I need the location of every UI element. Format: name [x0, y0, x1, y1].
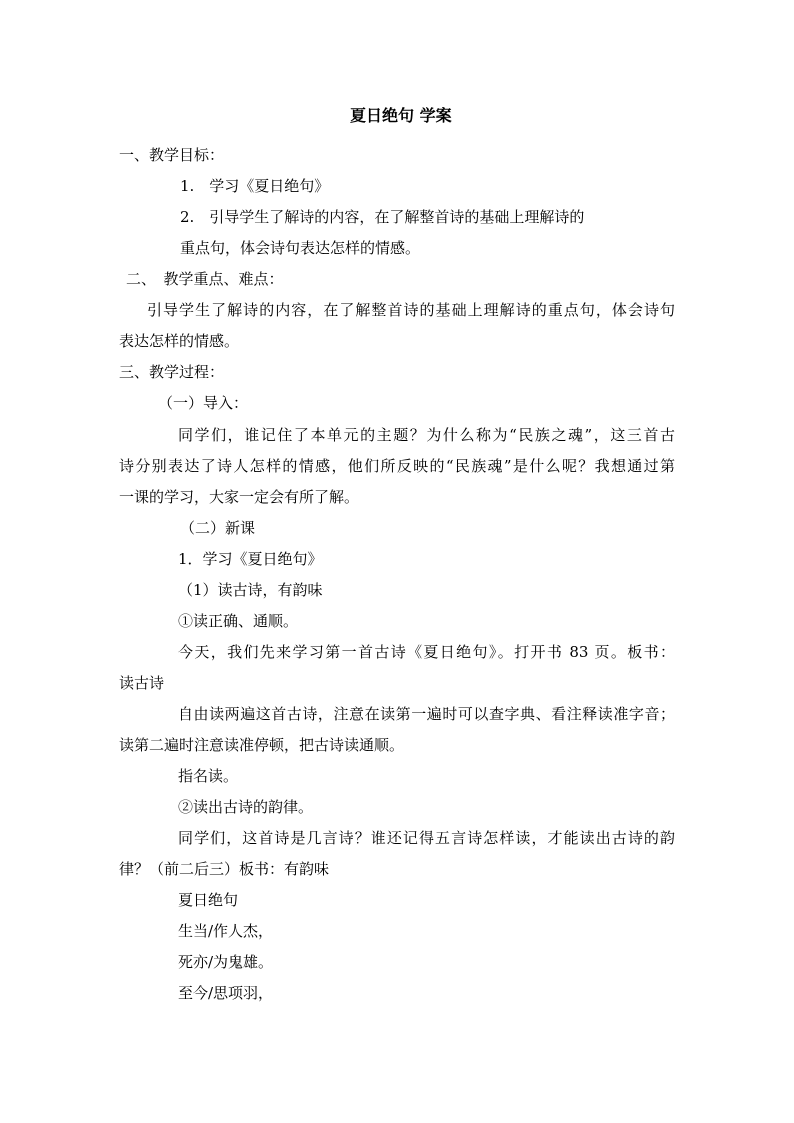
lesson-1-heading: 1．学习《夏日绝句》 [178, 550, 323, 568]
rhythm-paragraph-line-1: 同学们，这首诗是几言诗？谁还记得五言诗怎样读，才能读出古诗的韵 [178, 829, 675, 847]
section-2-heading: 二、 教学重点、难点： [126, 270, 284, 288]
free-reading-line-2: 读第二遍时注意读准停顿，把古诗读通顺。 [119, 736, 405, 754]
poem-line-1: 生当/作人杰， [178, 922, 274, 940]
intro-paragraph-line-2: 诗分别表达了诗人怎样的情感，他们所反映的“民族魂”是什么呢？我想通过第 [119, 457, 675, 475]
objective-item-2-continued: 重点句，体会诗句表达怎样的情感。 [180, 239, 421, 257]
section-2-paragraph-end: 表达怎样的情感。 [119, 332, 240, 350]
circled-point-2: ②读出古诗的韵律。 [178, 798, 314, 816]
objective-item-1: 1. 学习《夏日绝句》 [180, 177, 330, 195]
objective-item-2: 2. 引导学生了解诗的内容，在了解整首诗的基础上理解诗的 [180, 208, 585, 226]
intro-paragraph-line-3: 一课的学习，大家一定会有所了解。 [119, 488, 360, 506]
section-3-heading: 三、教学过程： [119, 363, 225, 381]
poem-title: 夏日绝句 [178, 891, 239, 909]
today-paragraph-line-2: 读古诗 [119, 674, 165, 692]
step-1-heading: （1）读古诗，有韵味 [178, 581, 323, 599]
intro-paragraph-line-1: 同学们，谁记住了本单元的主题？为什么称为“民族之魂”，这三首古 [178, 426, 675, 444]
free-reading-line-1: 自由读两遍这首古诗，注意在读第一遍时可以查字典、看注释读准字音； [178, 705, 675, 723]
subsection-1-heading: （一）导入： [158, 394, 249, 412]
section-1-heading: 一、教学目标： [119, 146, 225, 164]
document-title: 夏日绝句 学案 [350, 106, 452, 125]
section-2-paragraph: 引导学生了解诗的内容，在了解整首诗的基础上理解诗的重点句，体会诗句 [147, 301, 675, 319]
poem-line-2: 死亦/为鬼雄。 [178, 953, 274, 971]
today-paragraph-line-1: 今天，我们先来学习第一首古诗《夏日绝句》。打开书 83 页。板书： [178, 643, 675, 661]
subsection-2-heading: （二）新课 [180, 519, 256, 537]
named-reading: 指名读。 [178, 767, 239, 785]
rhythm-paragraph-line-2: 律？（前二后三）板书：有韵味 [119, 860, 330, 878]
circled-point-1: ①读正确、通顺。 [178, 612, 299, 630]
poem-line-3: 至今/思项羽， [178, 984, 274, 1002]
